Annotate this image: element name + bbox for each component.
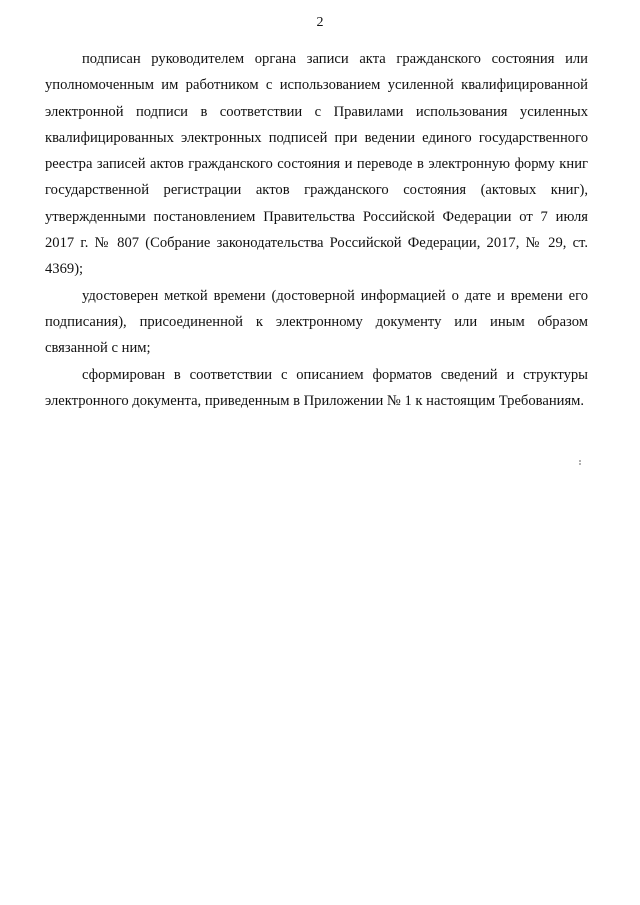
- scan-speck: [579, 460, 581, 462]
- document-body: [45, 46, 588, 414]
- page-number: 2: [316, 15, 324, 30]
- paragraph-format-requirement: сформирован в соответствии с описанием форматов сведений и структуры электронного документа, приведенным в Приложении № 1 к настоящим Требованиям.: [45, 366, 588, 409]
- scan-speck: [579, 463, 581, 465]
- paragraph-timestamp-requirement: удостоверен меткой времени (достоверной информацией о дате и времени его подписания), присоединенной к электронному документу или иным образом связанной с ним;: [45, 287, 588, 357]
- paragraph-signature-requirement: подписан руководителем органа записи акта гражданского состояния или уполномоченным им работником с использованием усиленной квалифицированной электронной подписи в соответствии с Правилами использования усиленных квалифицированных электронных подписей при ведении единого государственного реестра записей актов гражданского состояния и переводе в электронную форму книг государственной регистрации актов гражданского состояния (актовых книг), утвержденными постановлением Правительства Российской Федерации от 7 июля 2017 г. № 807 (Собрание законодательства Российской Федерации, 2017, № 29, ст. 4369);: [45, 51, 588, 278]
